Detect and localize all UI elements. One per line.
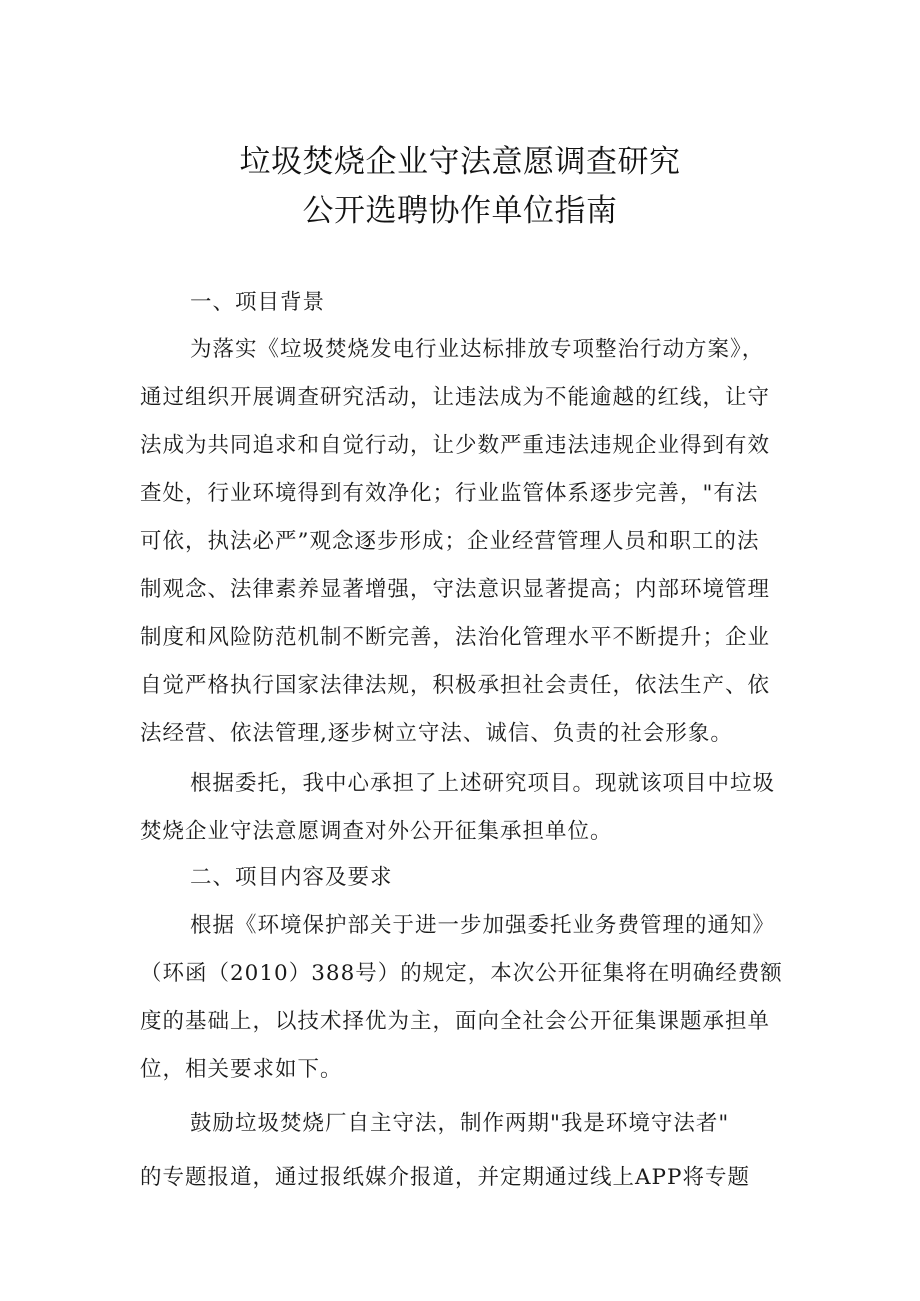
paragraph-line: 制度和风险防范机制不断完善，法治化管理水平不断提升；企业 [140, 625, 771, 650]
paragraph-line: 焚烧企业守法意愿调查对外公开征集承担单位。 [140, 819, 613, 844]
paragraph-line: 法经营、依法管理,逐步树立守法、诚信、负责的社会形象。 [140, 721, 733, 746]
paragraph-line: 通过组织开展调查研究活动，让违法成为不能逾越的红线，让守 [140, 385, 771, 410]
section-heading-content-requirements: 二、项目内容及要求 [190, 865, 393, 890]
paragraph-line: 鼓励垃圾焚烧厂自主守法，制作两期"我是环境守法者" [190, 1111, 730, 1136]
paragraph-line: 位，相关要求如下。 [140, 1057, 343, 1082]
paragraph-line: 查处，行业环境得到有效净化；行业监管体系逐步完善，"有法 [140, 481, 759, 506]
paragraph-line: 根据《环境保护部关于进一步加强委托业务费管理的通知》 [190, 913, 776, 938]
paragraph-line: 为落实《垃圾焚烧发电行业达标排放专项整治行动方案》， [190, 337, 765, 362]
paragraph-line: 可依，执法必严”观念逐步形成；企业经营管理人员和职工的法 [140, 529, 760, 554]
section-heading-background: 一、项目背景 [190, 290, 326, 315]
paragraph-line: （环函（2010）388号）的规定，本次公开征集将在明确经费额 [140, 961, 783, 986]
paragraph-line: 度的基础上，以技术择优为主，面向全社会公开征集课题承担单 [140, 1009, 771, 1034]
paragraph-line: 根据委托，我中心承担了上述研究项目。现就该项目中垃圾 [190, 771, 776, 796]
paragraph-line: 法成为共同追求和自觉行动，让少数严重违法违规企业得到有效 [140, 433, 771, 458]
paragraph-line: 制观念、法律素养显著增强，守法意识显著提高；内部环境管理 [140, 577, 771, 602]
document-title-line-1: 垃圾焚烧企业守法意愿调查研究 [239, 144, 681, 180]
document-title-line-2: 公开选聘协作单位指南 [302, 193, 618, 229]
paragraph-line: 的专题报道，通过报纸媒介报道，并定期通过线上APP将专题 [140, 1165, 750, 1190]
paragraph-line: 自觉严格执行国家法律法规，积极承担社会责任，依法生产、依 [140, 673, 771, 698]
